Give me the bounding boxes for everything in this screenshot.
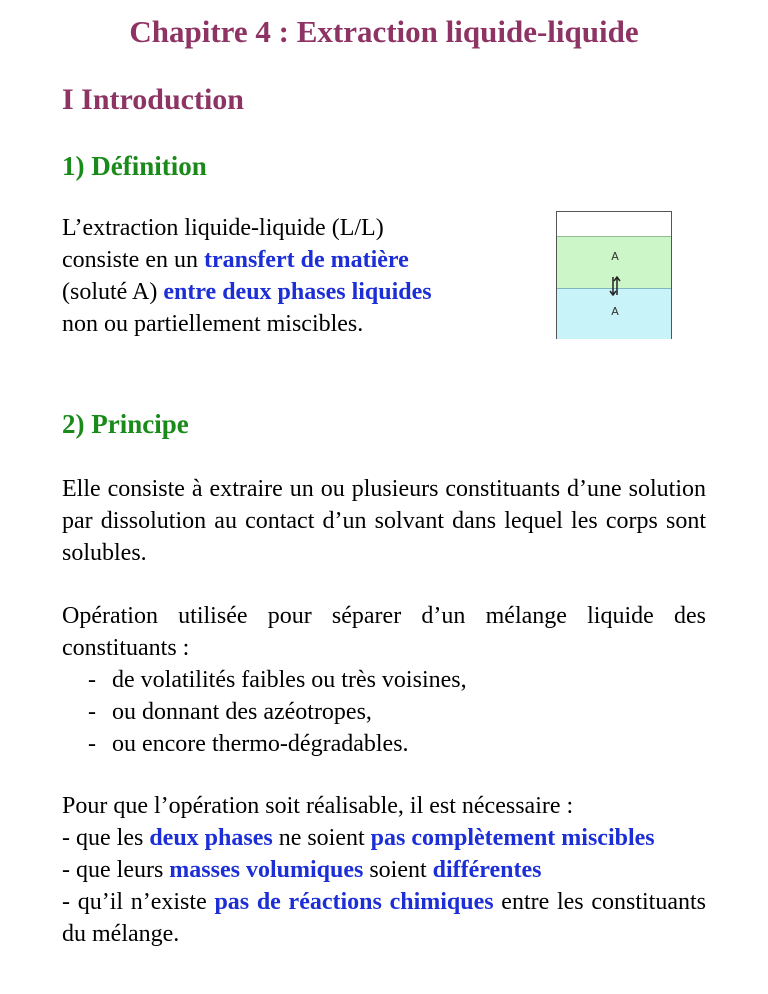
list-item: - de volatilités faibles ou très voisines, bbox=[88, 664, 467, 696]
condition-1 bbox=[62, 822, 706, 854]
constituents-list bbox=[88, 664, 467, 760]
condition-text: soient bbox=[363, 857, 433, 883]
emphasis-masses-volumiques: masses volumiques bbox=[169, 857, 364, 883]
conditions-paragraph bbox=[62, 790, 706, 950]
emphasis-differentes: différentes bbox=[432, 857, 542, 883]
definition-line-2 bbox=[62, 244, 432, 276]
emphasis-transfert: transfert de matière bbox=[203, 247, 409, 273]
condition-text: ne soient bbox=[272, 825, 371, 851]
condition-text: - que leurs bbox=[62, 857, 170, 883]
principe-paragraph-2: Opération utilisée pour séparer d’un mélange liquide des constituants : bbox=[62, 603, 706, 661]
conditions-intro: Pour que l’opération soit réalisable, il est nécessaire : bbox=[62, 793, 574, 819]
section-heading-introduction: I Introduction bbox=[62, 83, 244, 116]
definition-paragraph bbox=[62, 212, 432, 340]
definition-text: consiste en un bbox=[62, 247, 204, 273]
two-phase-diagram bbox=[556, 211, 672, 339]
solute-label-top: A bbox=[611, 250, 619, 263]
list-item-text: ou donnant des azéotropes, bbox=[112, 699, 372, 725]
condition-3 bbox=[62, 886, 706, 950]
list-item: - ou encore thermo-dégradables. bbox=[88, 728, 467, 760]
transfer-arrows-icon bbox=[607, 274, 623, 298]
condition-text: - qu’il n’existe bbox=[62, 889, 215, 915]
emphasis-deux-phases: deux phases bbox=[149, 825, 273, 851]
list-item-text: ou encore thermo-dégradables. bbox=[112, 731, 409, 757]
solute-label-bottom: A bbox=[611, 305, 619, 318]
emphasis-phases: entre deux phases liquides bbox=[163, 279, 432, 305]
condition-text: entre les constituants du mélange. bbox=[62, 889, 707, 947]
definition-line-1: L’extraction liquide-liquide (L/L) bbox=[62, 215, 384, 241]
principe-paragraph-1: Elle consiste à extraire un ou plusieurs constituants d’une solution par dissolution au contact d’un solvant dans lequel les corps sont solubles. bbox=[62, 476, 706, 566]
condition-text: - que les bbox=[62, 825, 150, 851]
definition-line-3 bbox=[62, 276, 432, 308]
definition-line-4: non ou partiellement miscibles. bbox=[62, 311, 364, 337]
list-item: - ou donnant des azéotropes, bbox=[88, 696, 467, 728]
condition-2 bbox=[62, 854, 706, 886]
subsection-heading-principe: 2) Principe bbox=[62, 409, 189, 439]
emphasis-reactions: pas de réactions chimiques bbox=[214, 889, 494, 915]
emphasis-miscibles: pas complètement miscibles bbox=[370, 825, 655, 851]
subsection-heading-definition: 1) Définition bbox=[62, 151, 207, 181]
definition-text: (soluté A) bbox=[62, 279, 164, 305]
chapter-title: Chapitre 4 : Extraction liquide-liquide bbox=[129, 14, 639, 49]
list-item-text: de volatilités faibles ou très voisines, bbox=[112, 667, 467, 693]
